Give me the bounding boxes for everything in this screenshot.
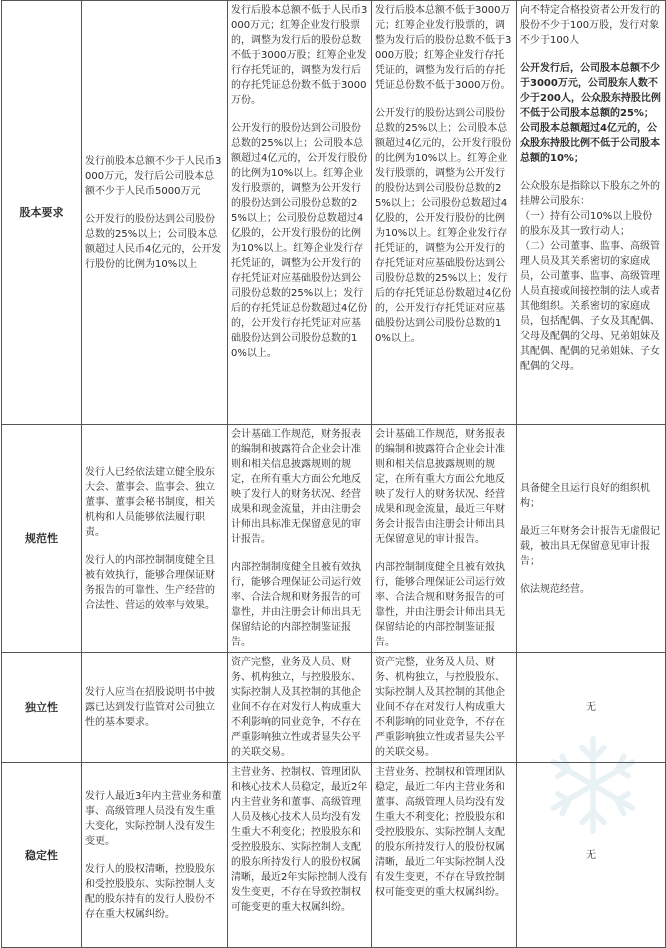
cell-independence-star-market: 资产完整，业务及人员、财务、机构独立，与控股股东、实际控制人及其控制的其他企业间不存在对发行人构成重大不利影响的同业竞争，不存在严重影响独立性或者显失公平的关联交易。: [228, 653, 372, 763]
cell-standard-bse: [517, 425, 666, 653]
row-label-independence: 独立性: [2, 653, 82, 763]
cell-capital-chinext: [372, 1, 517, 425]
cell-standard-star-market: [228, 425, 372, 653]
paragraph: 内部控制制度健全且被有效执行，能够合理保证公司运行效率、合法合规和财务报告的可靠性，并由注册会计师出具无保留结论的内部控制鉴证报告。: [375, 562, 505, 648]
paragraph: 公众股东是指除以下股东之外的挂牌公司股东：: [520, 181, 660, 207]
cell-capital-bse: [517, 1, 666, 425]
paragraph: 发行前股本总额不少于人民币3000万元，发行后公司股本总额不少于人民币5000万元: [85, 155, 222, 197]
row-label-stability: 稳定性: [2, 763, 82, 948]
list-item: （一）持有公司10%以上股份的股东及其一致行动人；: [520, 211, 653, 237]
paragraph: 公开发行的股份达到公司股份总数的25%以上；公司股本总额超过4亿元的，公开发行股份的比例为10%以上。红筹企业发行股票的，调整为公开发行的股份达到公司股份总数的25%以上；公司股份总数超过4亿股的，公开发行股份的比例为10%以上。红筹企业发行存托凭证的，调整为公开发行的存托凭证对应基础股份达到公司股份总数的25%以上；发行后的存托凭证总份数超过4亿份的，公开发行存托凭证对应基础股份达到公司股份总数的10%以上。: [231, 123, 368, 359]
cell-stability-chinext: 主营业务、控制权和管理团队稳定，最近二年内主营业务和董事、高级管理人员均没有发生重大不利变化；控股股东和受控股股东、实际控制人支配的股东所持发行人的股份权属清晰，最近二年实际控制人没有发生变更，不存在导致控制权可能变更的重大权属纠纷。: [372, 763, 517, 948]
cell-stability-star-market: 主营业务、控制权、管理团队和核心技术人员稳定，最近2年内主营业务和董事、高级管理人员及核心技术人员均没有发生重大不利变化；控股股东和受控股股东、实际控制人支配的股东所持发行人的股份权属清晰，最近2年实际控制人没有发生变更，不存在导致控制权可能变更的重大权属纠纷。: [228, 763, 372, 948]
paragraph: 会计基础工作规范，财务报表的编制和披露符合企业会计准则和相关信息披露规则的规定，在所有重大方面公允地反映了发行人的财务状况、经营成果和现金流量，并由注册会计师出具标准无保留意见的审计报告。: [231, 429, 361, 545]
snowflake-watermark-icon: [538, 730, 648, 840]
paragraph: 会计基础工作规范，财务报表的编制和披露符合企业会计准则和相关信息披露规则的规定，在所有重大方面公允地反映了发行人的财务状况、经营成果和现金流量，最近三年财务会计报告由注册会计师出具无保留意见的审计报告。: [375, 429, 505, 545]
paragraph: 具备健全且运行良好的组织机构；: [520, 482, 650, 509]
cell-standard-chinext: [372, 425, 517, 653]
cell-stability-bse: 无: [517, 763, 666, 948]
paragraph: 发行后股本总额不低于人民币3000万元；红筹企业发行股票的，调整为发行后的股份总数不低于3000万股；红筹企业发行存托凭证的，调整为发行后的存托凭证总份数不低于3000万份。: [231, 5, 368, 106]
cell-independence-chinext: 资产完整，业务及人员、财务、机构独立，与控股股东、实际控制人及其控制的其他企业间不存在对发行人构成重大不利影响的同业竞争，不存在严重影响独立性或者显失公平的关联交易。: [372, 653, 517, 763]
paragraph: 最近三年财务会计报告无虚假记载，被出具无保留意见审计报告；: [520, 525, 660, 567]
paragraph: 依法规范经营。: [520, 583, 590, 595]
cell-standard-main-board: [82, 425, 228, 653]
paragraph: 向不特定合格投资者公开发行的股份不少于100万股，发行对象不少于100人: [520, 5, 660, 46]
row-label-standard: 规范性: [2, 425, 82, 653]
paragraph: 发行人最近3年内主营业务和董事、高级管理人员没有发生重大变化，实际控制人没有发生变更。: [85, 790, 222, 847]
paragraph: 发行人已经依法建立健全股东大会、董事会、监事会、独立董事、董事会秘书制度，相关机构和人员能够依法履行职责。: [85, 466, 215, 538]
list-item: （二）公司董事、监事、高级管理人员及其关系密切的家庭成员，公司董事、监事、高级管理人员直接或间接控制的法人或者其他组织。关系密切的家庭成员，包括配偶、子女及其配偶、父母及配偶的父母、兄弟姐妹及其配偶、配偶的兄弟姐妹、子女配偶的父母。: [520, 241, 660, 372]
row-label-capital: 股本要求: [2, 1, 82, 425]
paragraph: 公开发行的股份达到公司股份总数的25%以上；公司股本总额超过4亿元的，公开发行股份的比例为10%以上。红筹企业发行股票的，调整为公开发行的股份达到公司股份总数的25%以上；公司股份总数超过4亿股的，公开发行股份的比例为10%以上。红筹企业发行存托凭证的，调整为公开发行的存托凭证对应基础股份达到公司股份总数的25%以上；发行后的存托凭证总份数超过4亿份的，公开发行存托凭证对应基础股份达到公司股份总数的10%以上。: [375, 108, 512, 344]
cell-independence-bse: 无: [517, 653, 666, 763]
bold-paragraph: 公开发行后，公司股本总额不少于3000万元，公司股东人数不少于200人，公众股东持股比例不低于公司股本总额的25%；公司股本总额超过4亿元的，公众股东持股比例不低于公司股本总额的10%；: [520, 63, 661, 164]
cell-stability-main-board: [82, 763, 228, 948]
cell-capital-main-board: [82, 1, 228, 425]
paragraph: 发行后股本总额不低于3000万元；红筹企业发行股票的，调整为发行后的股份总数不低于3000万股；红筹企业发行存托凭证的，调整为发行后的存托凭证总份数不低于3000万份。: [375, 5, 512, 91]
paragraph: 内部控制制度健全且被有效执行，能够合理保证公司运行效率、合法合规和财务报告的可靠性，并由注册会计师出具无保留结论的内部控制鉴证报告。: [231, 562, 361, 648]
paragraph: 发行人的内部控制制度健全且被有效执行，能够合理保证财务报告的可靠性、生产经营的合法性、营运的效率与效果。: [85, 554, 215, 611]
row-capital: [2, 1, 666, 425]
paragraph: 公开发行的股份达到公司股份总数的25%以上；公司股本总额超过人民币4亿元的，公开发行股份的比例为10%以上: [85, 213, 222, 270]
row-standard: [2, 425, 666, 653]
cell-independence-main-board: 发行人应当在招股说明书中披露已达到发行监管对公司独立性的基本要求。: [82, 653, 228, 763]
paragraph: 发行人的股权清晰，控股股东和受控股股东、实际控制人支配的股东持有的发行人股份不存在重大权属纠纷。: [85, 863, 215, 920]
cell-capital-star-market: [228, 1, 372, 425]
